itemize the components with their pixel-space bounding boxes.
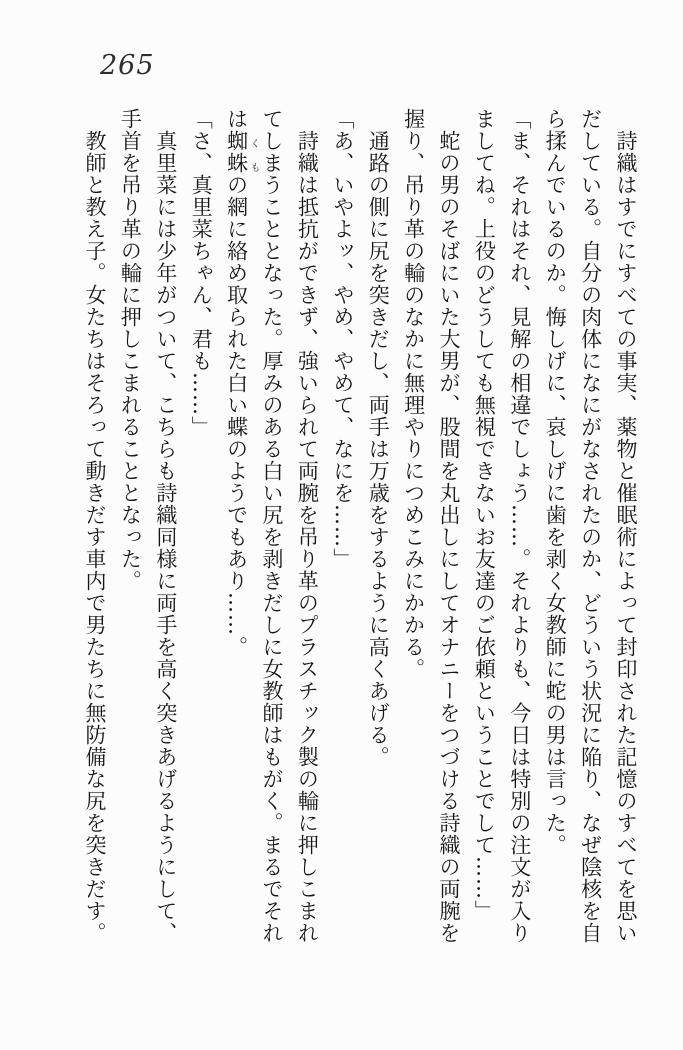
text-column: 真里菜には少年がついて、こちらも詩織同様に両手を高く突きあげるようにして、 bbox=[153, 130, 178, 944]
text-column: ら揉んでいるのか。悔しげに、哀しげに歯を剥く女教師に蛇の男は言った。 bbox=[543, 108, 568, 856]
text-column: 詩織は抵抗ができず、強いられて両腕を吊り革のプラスチック製の輪に押しこまれ bbox=[295, 130, 320, 944]
text-column: てしまうこととなった。厚みのある白い尻を剥きだしに女教師はもがく。まるでそれ bbox=[260, 108, 284, 944]
text-column: 蛇の男のそばにいた大男が、股間を丸出しにしてオナニーをつづける詩織の両腕を bbox=[437, 130, 461, 944]
text-column: 「ま、それはそれ、見解の相違でしょう……。それよりも、今日は特別の注文が入り bbox=[507, 108, 532, 944]
furigana-annotation: くも bbox=[248, 138, 259, 186]
text-column: 握り、吊り革の輪のなかに無理やりにつめこみにかかる。 bbox=[401, 108, 426, 680]
text-column: 教師と教え子。女たちはそろって動きだす車内で男たちに無防備な尻を突きだす。 bbox=[83, 130, 107, 944]
text-column: 詩織はすでにすべての事実、薬物と催眠術によって封印された記憶のすべてを思い bbox=[614, 130, 638, 944]
text-column: 通路の側に尻を突きだし、両手は万歳をするように高くあげる。 bbox=[366, 130, 391, 768]
text-column: 「さ、真里菜ちゃん、君も……」 bbox=[189, 108, 214, 438]
text-column: 手首を吊り革の輪に押しこまれることとなった。 bbox=[118, 108, 143, 592]
text-column: は蜘蛛の網に絡め取られた白い蝶のようでもあり……。 bbox=[224, 108, 249, 658]
text-column: 「あ、いやよッ、やめ、やめて、なにを……」 bbox=[330, 108, 355, 570]
text-column: ましてね。上役のどうしても無視できないお友達のご依頼ということでして……」 bbox=[472, 108, 497, 922]
text-block bbox=[72, 108, 638, 953]
page-number: 265 bbox=[100, 50, 155, 81]
text-column: だしている。自分の肉体になにがなされたのか、どういう状況に陥り、なぜ陰核を自 bbox=[578, 108, 603, 944]
